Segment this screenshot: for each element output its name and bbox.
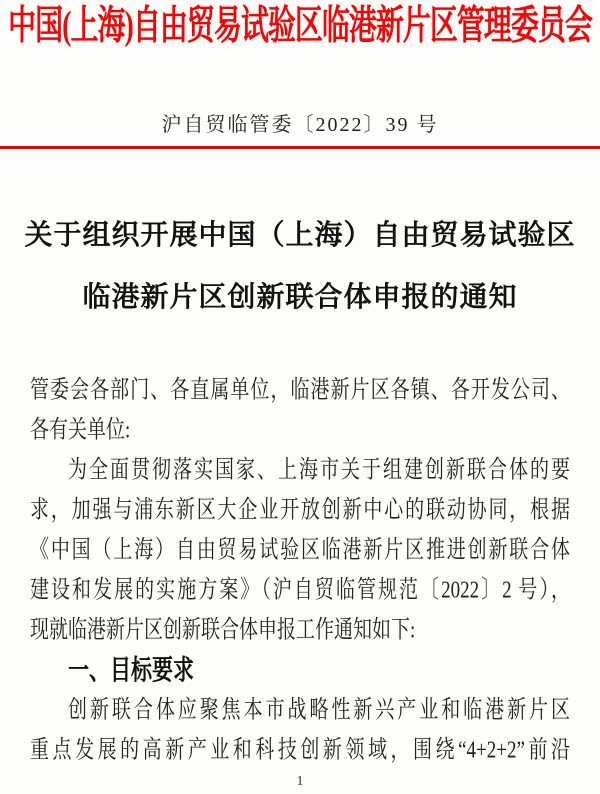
body-line: 现就临港新片区创新联合体申报工作通知如下:: [30, 616, 416, 644]
body-line-salutation-2: 各有关单位:: [30, 416, 131, 444]
page-number: 1: [296, 774, 304, 789]
body-line: 建设和发展的实施方案》（沪自贸临管规范〔2022〕2 号），: [30, 576, 570, 604]
red-divider-line: [0, 146, 600, 149]
body-line-salutation-1: 管委会各部门、各直属单位，临港新片区各镇、各开发公司、: [30, 376, 570, 404]
body-line: 为全面贯彻落实国家、上海市关于组建创新联合体的要: [68, 456, 570, 484]
body-line: 创新联合体应聚焦本市战略性新兴产业和临港新片区: [68, 696, 570, 724]
document-title-line-1: 关于组织开展中国（上海）自由贸易试验区: [24, 220, 576, 251]
section-heading: 一、目标要求: [68, 655, 194, 686]
issuing-authority-header: [0, 0, 600, 55]
document-body: [30, 371, 570, 771]
document-number: 沪自贸临管委〔2022〕39 号: [161, 114, 439, 136]
issuing-authority-title: 中国(上海)自由贸易试验区临港新片区管理委员会: [8, 4, 592, 49]
body-line: 求，加强与浦东新区大企业开放创新中心的联动协同，根据: [30, 496, 570, 524]
body-line: 《中国（上海）自由贸易试验区临港新片区推进创新联合体: [30, 536, 570, 564]
document-title-line-2: 临港新片区创新联合体申报的通知: [82, 282, 518, 313]
body-line: 重点发展的高新产业和科技创新领域，围绕“4+2+2”前沿: [30, 736, 570, 764]
document-title: [0, 205, 600, 329]
